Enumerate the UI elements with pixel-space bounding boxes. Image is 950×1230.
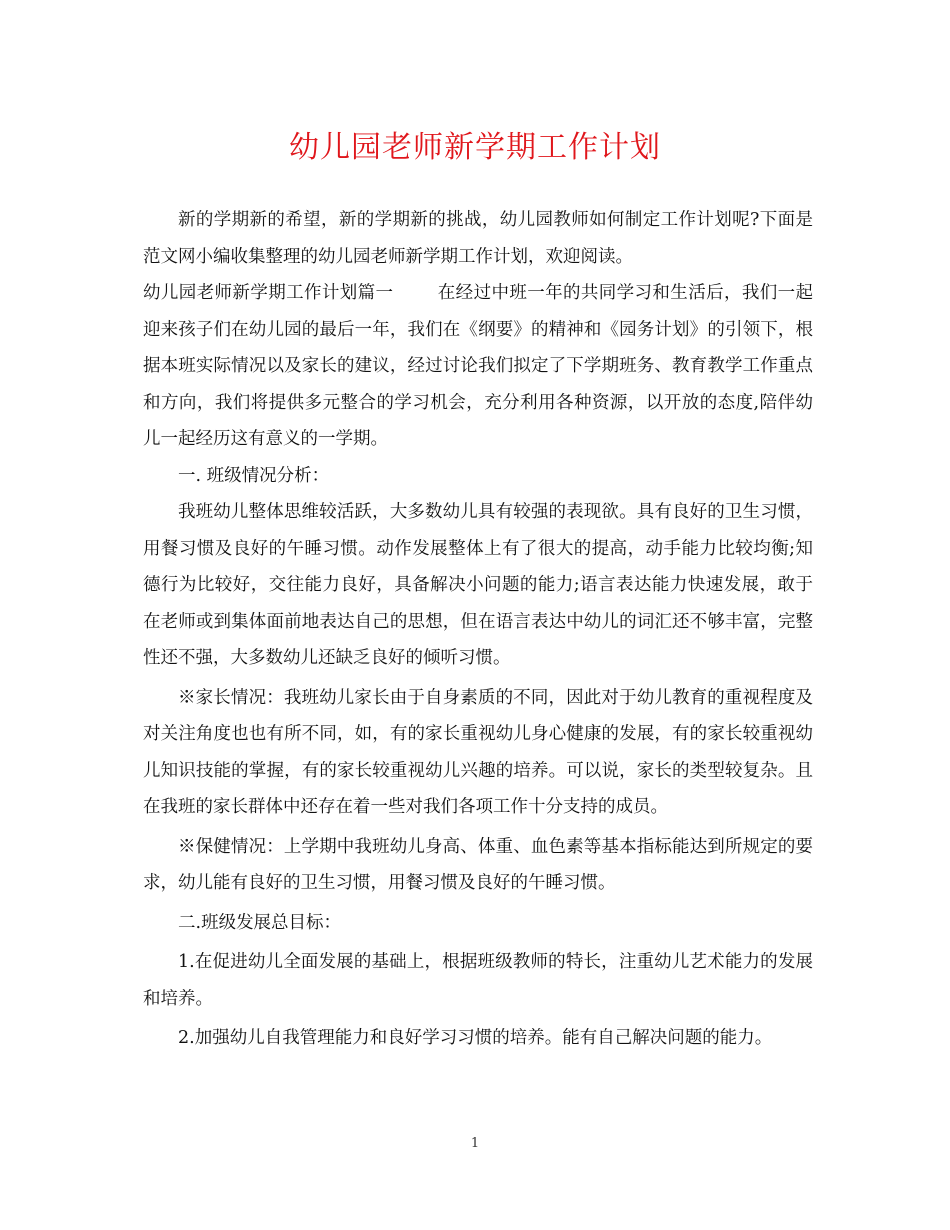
plan-opening-text: 在经过中班一年的共同学习和生活后，我们一起迎来孩子们在幼儿园的最后一年，我们在《纲要》的精神和《园务计划》的引领下，根据本班实际情况以及家长的建议，经过讨论我们拟定了下学期班务、教育教学工作重点和方向，我们将提供多元整合的学习机会，充分利用各种资源，以开放的态度,陪伴幼儿一起经历这有意义的一学期。 — [143, 283, 814, 449]
goal-1-paragraph: 1.在促进幼儿全面发展的基础上，根据班级教师的特长，注重幼儿艺术能力的发展和培养。 — [143, 952, 813, 1009]
section1-children-paragraph: 我班幼儿整体思维较活跃，大多数幼儿具有较强的表现欲。具有良好的卫生习惯，用餐习惯及良好的午睡习惯。动作发展整体上有了很大的提高，动手能力比较均衡;知德行为比较好，交往能力良好，具备解决小问题的能力;语言表达能力快速发展，敢于在老师或到集体面前地表达自己的思想，但在语言表达中幼儿的词汇还不够丰富，完整性还不强，大多数幼儿还缺乏良好的倾听习惯。 — [143, 502, 813, 668]
goal-2-paragraph: 2.加强幼儿自我管理能力和良好学习习惯的培养。能有自己解决问题的能力。 — [178, 1028, 773, 1048]
document-body — [143, 202, 813, 1057]
document-title: 幼儿园老师新学期工作计划 — [289, 130, 661, 165]
section1-health-paragraph: ※保健情况：上学期中我班幼儿身高、体重、血色素等基本指标能达到所规定的要求，幼儿能有良好的卫生习惯，用餐习惯及良好的午睡习惯。 — [143, 836, 813, 893]
section2-heading: 二.班级发展总目标： — [178, 912, 342, 933]
plan-heading: 幼儿园老师新学期工作计划篇一 — [143, 283, 394, 303]
page-number: 1 — [470, 1136, 480, 1151]
section1-heading: 一. 班级情况分析： — [178, 465, 330, 486]
section1-parents-paragraph: ※家长情况：我班幼儿家长由于自身素质的不同，因此对于幼儿教育的重视程度及对关注角度也也有所不同，如，有的家长重视幼儿身心健康的发展，有的家长较重视幼儿知识技能的掌握，有的家长较重视幼儿兴趣的培养。可以说，家长的类型较复杂。且在我班的家长群体中还存在着一些对我们各项工作十分支持的成员。 — [143, 687, 813, 817]
intro-paragraph: 新的学期新的希望，新的学期新的挑战，幼儿园教师如何制定工作计划呢?下面是范文网小编收集整理的幼儿园老师新学期工作计划，欢迎阅读。 — [143, 210, 813, 267]
plan-paragraph — [143, 275, 813, 458]
